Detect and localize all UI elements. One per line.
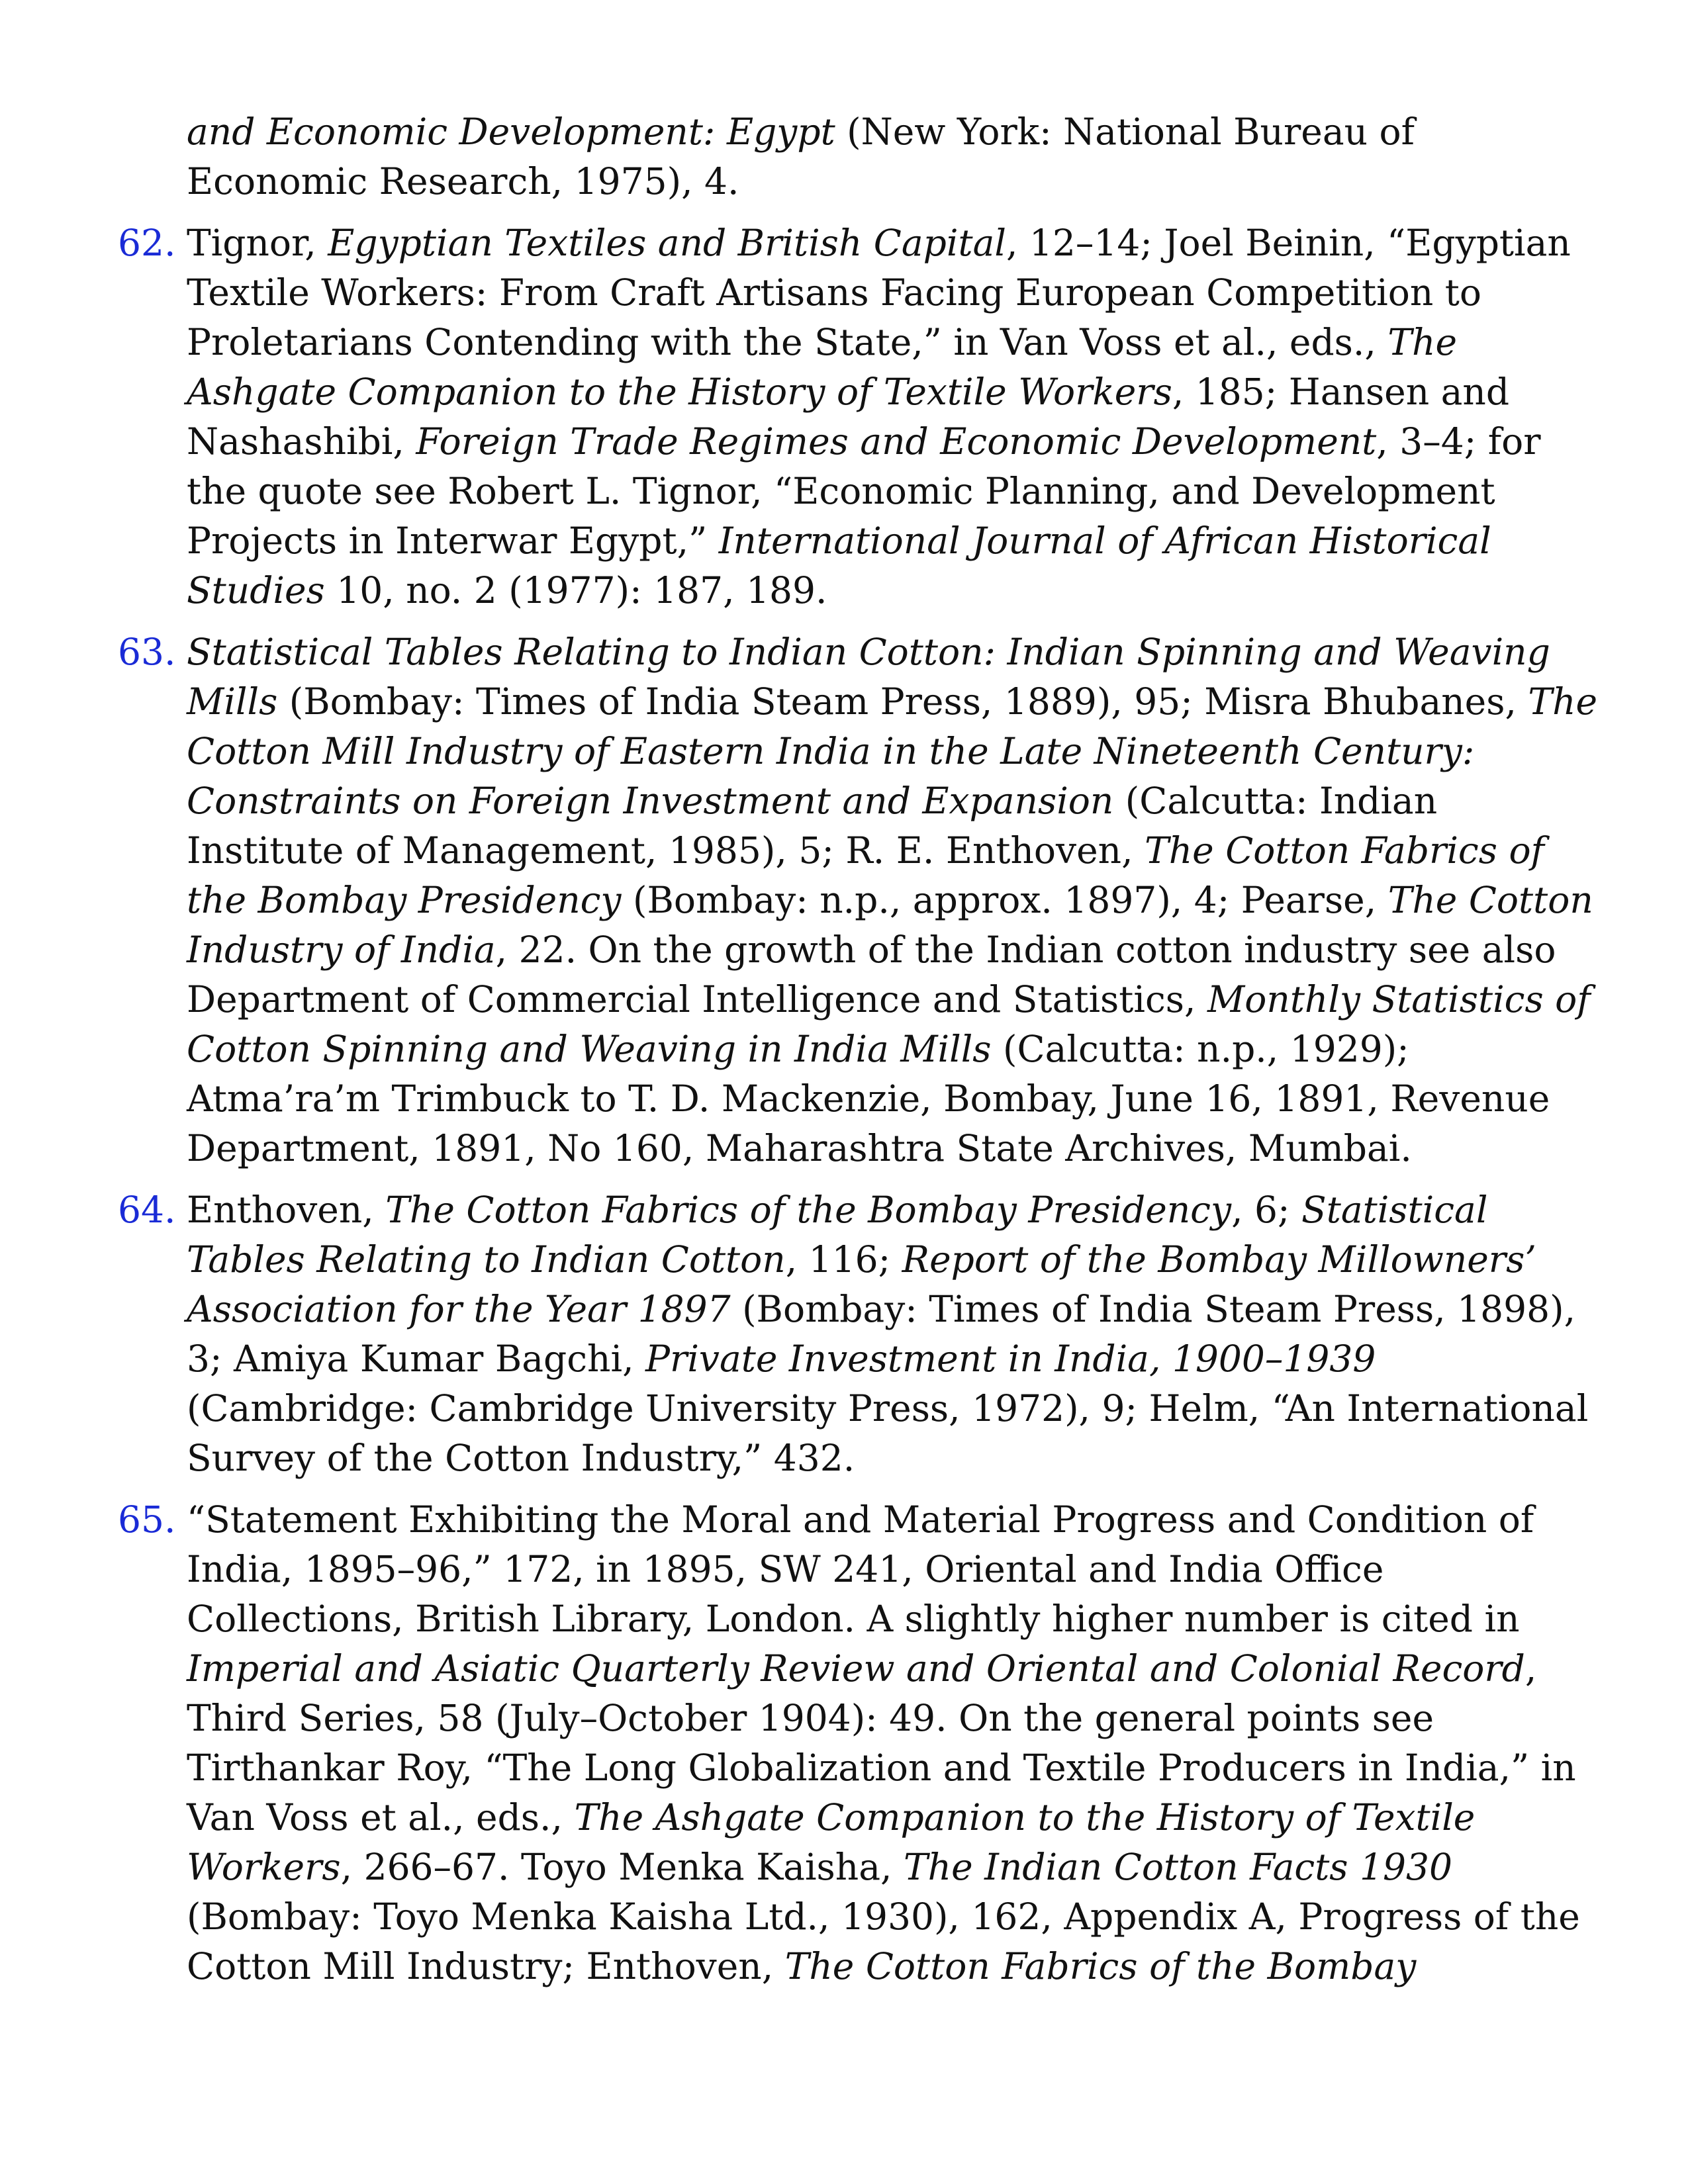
italic-title: The Cotton Industry of India [187, 879, 1593, 971]
text-run: , 116; [785, 1238, 902, 1281]
text-run: (Bombay: Times of India Steam Press, 1889), 95; Misra Bhubanes, [277, 680, 1528, 723]
italic-title: The Cotton Fabrics of the Bombay [784, 1945, 1417, 1987]
italic-title: Report of the Bombay Millowners’ Association for the Year 1897 [187, 1238, 1536, 1330]
italic-title: and Economic Development: Egypt [187, 111, 835, 153]
text-run: (Bombay: n.p., approx. 1897), 4; Pearse, [621, 879, 1388, 921]
text-run: 10, no. 2 (1977): 187, 189. [324, 569, 827, 612]
text-run: Tignor, [187, 222, 328, 264]
endnote-63 [118, 627, 1601, 1173]
text-run: (Bombay: Toyo Menka Kaisha Ltd., 1930), 162, Appendix A, Progress of the Cotton Mill Industry; Enthoven, [187, 1895, 1580, 1987]
endnote-continued [118, 107, 1601, 206]
italic-title: The Indian Cotton Facts 1930 [903, 1846, 1452, 1888]
text-run: , 185; Hansen and Nashashibi, [187, 371, 1510, 463]
endnote-65 [118, 1495, 1601, 1991]
endnotes-page [118, 107, 1601, 2003]
text-run: , 12–14; Joel Beinin, “Egyptian Textile Workers: From Craft Artisans Facing European Competition to Proletarians Contending with the State,” in Van Voss et al., eds., [187, 222, 1571, 363]
endnote-text [187, 111, 1415, 203]
italic-title: Private Investment in India, 1900–1939 [645, 1338, 1376, 1380]
text-run: (Calcutta: n.p., 1929); Atma’ra’m Trimbuck to T. D. Mackenzie, Bombay, June 16, 1891, Revenue Department, 1891, No 160, Maharashtra State Archives, Mumbai. [187, 1028, 1550, 1169]
endnote-number-link[interactable]: 63. [118, 631, 176, 673]
italic-title: The Cotton Fabrics of the Bombay Presidency [187, 829, 1544, 921]
text-run: , 266–67. Toyo Menka Kaisha, [340, 1846, 904, 1888]
text-run: Enthoven, [187, 1189, 386, 1231]
text-run: “Statement Exhibiting the Moral and Material Progress and Condition of India, 1895–96,” 172, in 1895, SW 241, Oriental and India Office Collections, British Library, London. A slightly higher number is cited in [187, 1498, 1534, 1640]
italic-title: The Ashgate Companion to the History of Textile Workers [187, 321, 1458, 413]
endnote-text [187, 222, 1571, 612]
endnote-text [187, 1189, 1588, 1479]
italic-title: The Cotton Fabrics of the Bombay Presidency [385, 1189, 1232, 1231]
endnote-text [187, 1498, 1580, 1987]
italic-title: International Journal of African Historical Studies [187, 520, 1491, 612]
text-run: (Bombay: Times of India Steam Press, 1898), 3; Amiya Kumar Bagchi, [187, 1288, 1576, 1380]
italic-title: Foreign Trade Regimes and Economic Development [416, 420, 1377, 463]
italic-title: Imperial and Asiatic Quarterly Review and Oriental and Colonial Record [187, 1647, 1525, 1690]
endnote-62 [118, 218, 1601, 615]
text-run: (Cambridge: Cambridge University Press, 1972), 9; Helm, “An International Survey of the Cotton Industry,” 432. [187, 1387, 1589, 1479]
italic-title: Statistical Tables Relating to Indian Cotton [187, 1189, 1488, 1281]
text-run: , 3–4; for the quote see Robert L. Tignor, “Economic Planning, and Development Projects in Interwar Egypt,” [187, 420, 1541, 562]
endnote-number-link[interactable]: 65. [118, 1498, 176, 1541]
italic-title: Monthly Statistics of Cotton Spinning and Weaving in India Mills [187, 978, 1591, 1070]
text-run: , 6; [1231, 1189, 1302, 1231]
text-run: (New York: National Bureau of Economic Research, 1975), 4. [187, 111, 1415, 203]
text-run: , 22. On the growth of the Indian cotton industry see also Department of Commercial Intelligence and Statistics, [187, 929, 1556, 1021]
text-run: (Calcutta: Indian Institute of Management, 1985), 5; R. E. Enthoven, [187, 780, 1438, 872]
text-run: , Third Series, 58 (July–October 1904): 49. On the general points see Tirthankar Roy, “The Long Globalization and Textile Producers in India,” in Van Voss et al., eds., [187, 1647, 1576, 1839]
italic-title: The Cotton Mill Industry of Eastern India in the Late Nineteenth Century: Constraints on Foreign Investment and Expansion [187, 680, 1598, 822]
italic-title: Egyptian Textiles and British Capital [328, 222, 1006, 264]
endnote-number-link[interactable]: 62. [118, 222, 176, 264]
italic-title: Statistical Tables Relating to Indian Cotton: Indian Spinning and Weaving Mills [187, 631, 1550, 723]
endnote-64 [118, 1185, 1601, 1483]
italic-title: The Ashgate Companion to the History of Textile Workers [187, 1796, 1476, 1888]
endnote-text [187, 631, 1597, 1169]
endnote-number-link[interactable]: 64. [118, 1189, 176, 1231]
